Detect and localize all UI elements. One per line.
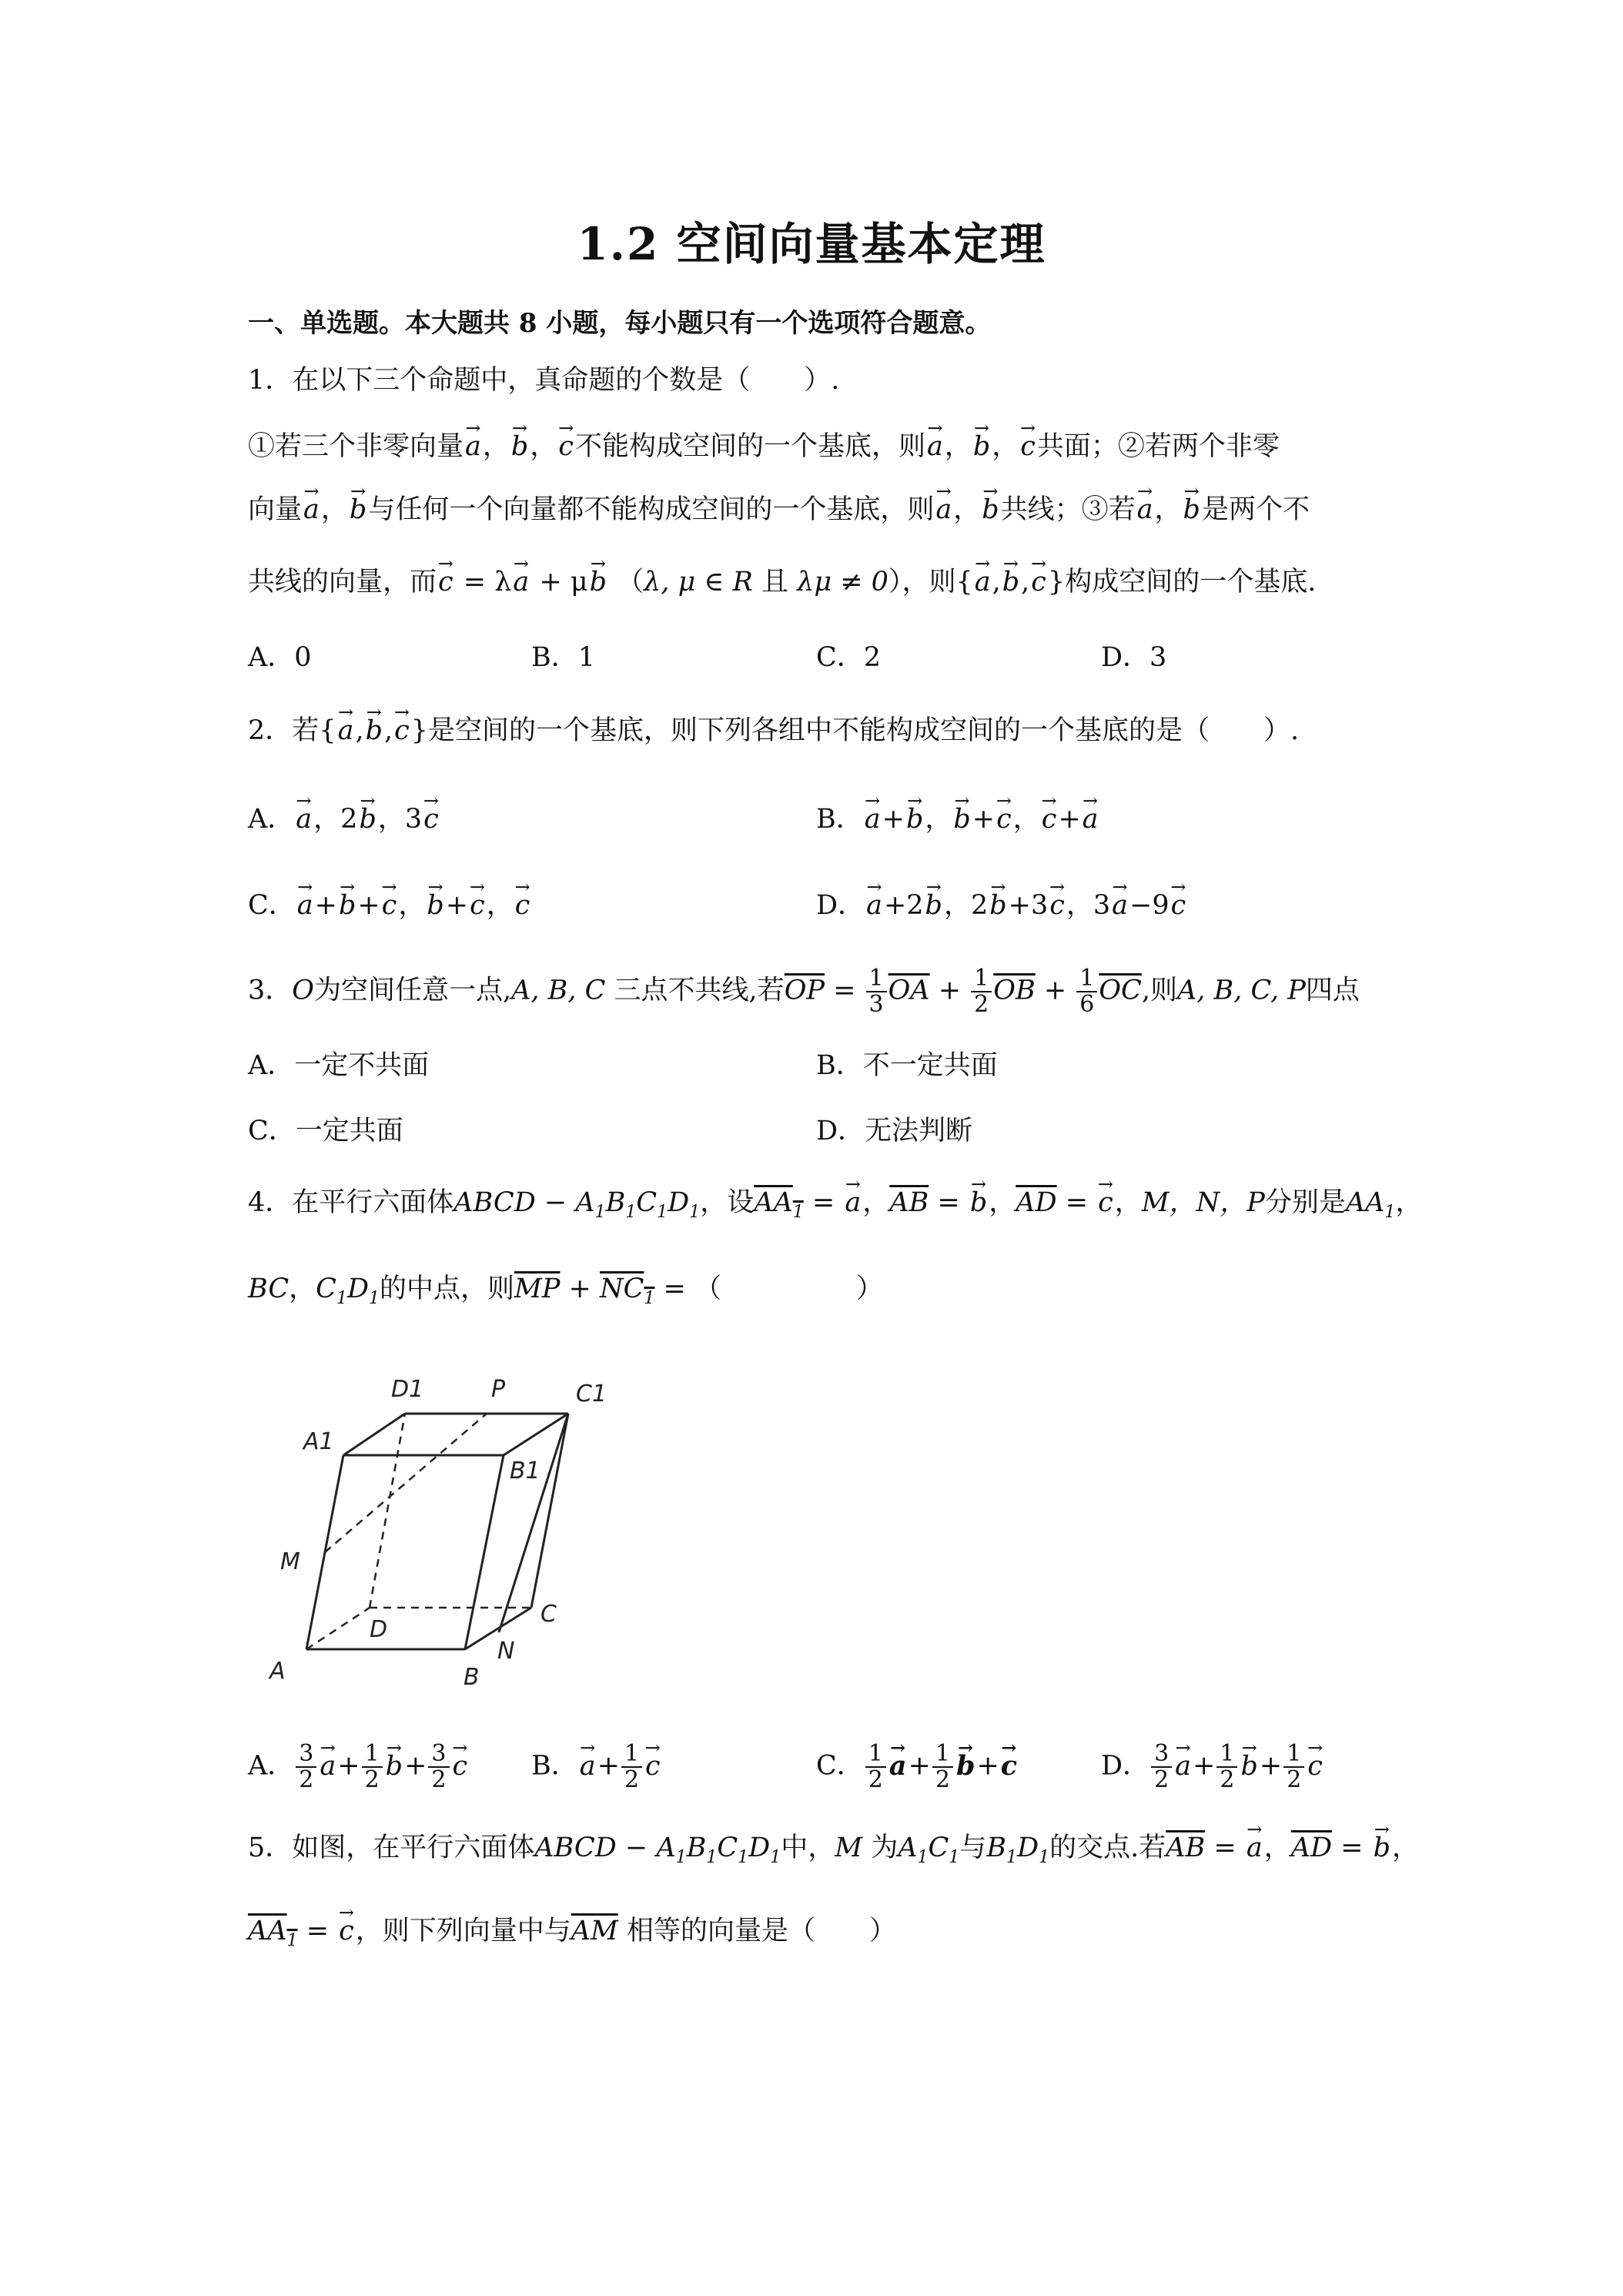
q2-option-a[interactable]: A．→ a，2→ b，3→ c [248, 801, 440, 838]
q4-option-b[interactable]: B．→ a+ $\frac{1}{2}$ → c [531, 1742, 662, 1792]
q1-option-a[interactable]: A．0 [248, 642, 312, 673]
q3-stem: 3．O为空间任意一点,A, B, C 三点不共线,若$\overline{OP}$ = $\frac{1}{3}$ $\overline{OA}$ + $\frac{1}{2}$ $\overline{OB}$ + $\frac{1}{6}$ $\overline{OC}$,则A, B, C, P四点 [248, 965, 1360, 1018]
q4-option-c[interactable]: C． $\frac{1}{2}$ → a+ $\frac{1}{2}$ → b+→ c [816, 1742, 1019, 1792]
label-a: A [269, 1658, 286, 1685]
q2-option-b[interactable]: B．→ a+→ b，→ b+→ c，→ c+→ a [816, 801, 1100, 838]
q3-option-c[interactable]: C．一定共面 [248, 1116, 403, 1146]
q1-statement-line2: 向量→ a，→ b与任何一个向量都不能构成空间的一个基底，则→ a，→ b共线；③若→ a，→ b是两个不 [248, 491, 1310, 528]
q3-option-a[interactable]: A．一定不共面 [248, 1050, 430, 1081]
q4-option-d[interactable]: D． $\frac{3}{2}$ → a+ $\frac{1}{2}$ → b+ $\frac{1}{2}$ → c [1101, 1742, 1324, 1792]
label-c1: C1 [576, 1381, 607, 1407]
q2-stem: 2．若{→ a,→ b,→ c}是空间的一个基底，则下列各组中不能构成空间的一个基底的是（ ）. [248, 712, 1299, 749]
q1-option-c[interactable]: C．2 [816, 642, 882, 673]
q4-stem-line2: BC，$C_1D_1$的中点，则$\overline{MP} + NC_1$ = （ ） [248, 1274, 883, 1308]
q5-stem: 5．如图，在平行六面体ABCD − $A_1B_1C_1D_1$中，M 为$A_1C_1$与$B_1D_1$的交点.若$\overline{AB}$ = → a，$\overline{AD}$ = → b， [248, 1829, 1419, 1876]
q5-stem-line2: $AA_1$ = → c，则下列向量中与$\overline{AM}$ 相等的向量是（ ） [248, 1913, 896, 1960]
label-b1: B1 [510, 1458, 540, 1484]
label-m: M [280, 1548, 300, 1575]
page-title: 1.2 空间向量基本定理 [577, 218, 1046, 270]
q2-option-c[interactable]: C．→ a+→ b+→ c，→ b+→ c，→ c [248, 887, 531, 924]
q1-option-b[interactable]: B．1 [531, 642, 595, 673]
label-b: B [463, 1664, 480, 1691]
label-d: D [370, 1616, 388, 1643]
label-a1: A1 [303, 1428, 334, 1455]
label-d1: D1 [391, 1376, 424, 1403]
label-n: N [497, 1638, 515, 1665]
q1-statement-line3: 共线的向量，而→ c = λ→ a + μ→ b （λ, μ ∈ R 且 λμ ≠ 0），则{→ a,→ b,→ c}构成空间的一个基底. [248, 564, 1316, 601]
label-c: C [540, 1601, 557, 1628]
q3-option-b[interactable]: B．不一定共面 [816, 1050, 998, 1081]
parallelepiped-figure [254, 1347, 654, 1702]
q3-option-d[interactable]: D．无法判断 [816, 1116, 973, 1146]
q4-option-a[interactable]: A． $\frac{3}{2}$ → a+ $\frac{1}{2}$ → b+ $\frac{3}{2}$ → c [248, 1742, 469, 1792]
q1-statement-line1: ①若三个非零向量→ a，→ b，→ c不能构成空间的一个基底，则→ a，→ b，→ c共面；②若两个非零 [248, 428, 1280, 465]
label-p: P [491, 1376, 506, 1403]
section-heading: 一、单选题。本大题共 8 小题，每小题只有一个选项符合题意。 [248, 308, 992, 339]
q2-option-d[interactable]: D．→ a+2→ b，2→ b+3→ c，3→ a−9→ c [816, 887, 1187, 924]
q1-option-d[interactable]: D．3 [1101, 642, 1167, 673]
q1-stem: 1．在以下三个命题中，真命题的个数是（ ）. [248, 365, 840, 396]
q4-stem: 4．在平行六面体ABCD − $A_1B_1C_1D_1$，设$AA_1$ = → a，$\overline{AB}$ = → b，$\overline{AD}$ = → c，M，N，P分别是$AA_1$， [248, 1184, 1422, 1231]
